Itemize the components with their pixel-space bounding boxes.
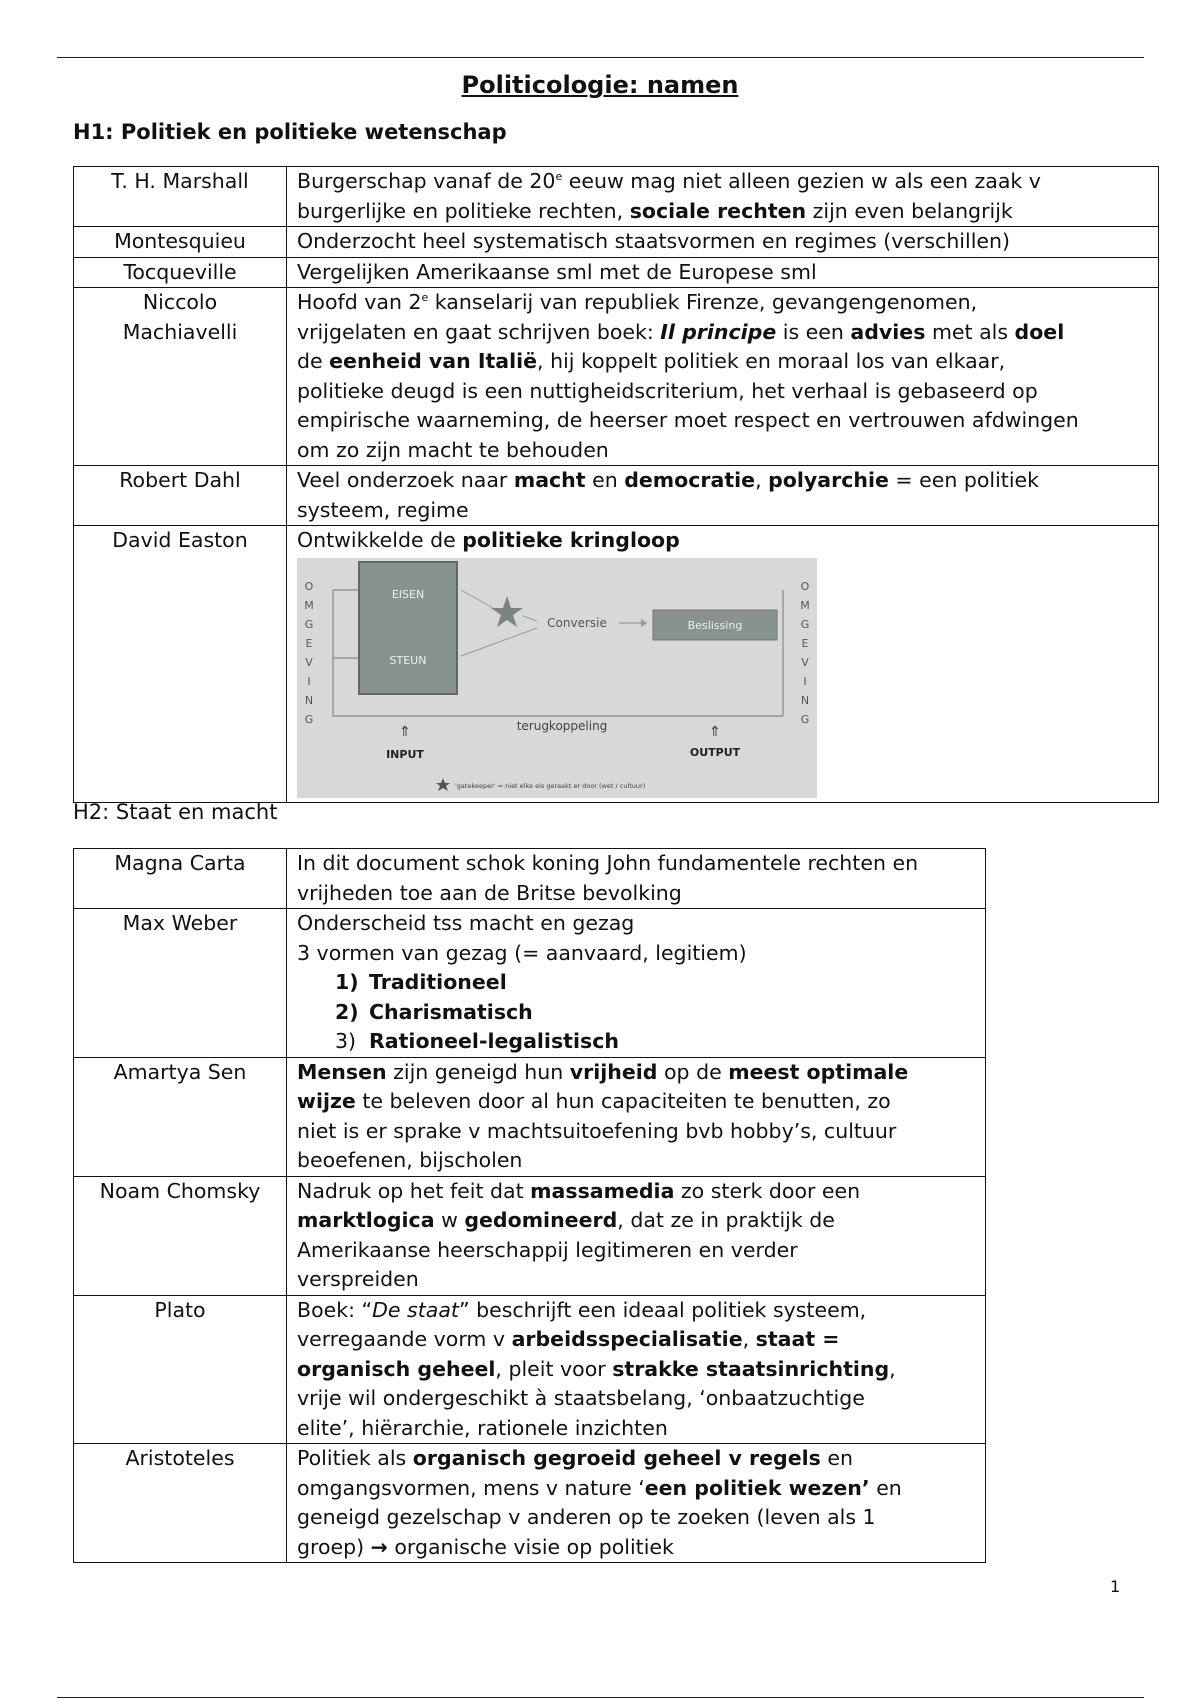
name-cell: Magna Carta xyxy=(74,849,287,909)
list-item: 1) Traditioneel xyxy=(335,970,507,994)
description-cell: Veel onderzoek naar macht en democratie, polyarchie = een politiek systeem, regime xyxy=(287,466,1159,526)
page-title: Politicologie: namen xyxy=(461,71,739,99)
top-rule xyxy=(57,57,1144,58)
omgeving-letter: G xyxy=(304,617,314,631)
omgeving-letter: G xyxy=(800,712,810,726)
name-cell: Montesquieu xyxy=(74,227,287,258)
output-up-arrow-icon: ⇑ xyxy=(709,723,721,740)
omgeving-letter: E xyxy=(305,636,313,650)
input-box xyxy=(359,562,457,694)
table-row xyxy=(74,1176,986,1295)
section-heading-h2: H2: Staat en macht xyxy=(73,800,278,824)
diagram-footnote: 'gatekeeper' = niet elke eis geraakt er door (wet / cultuur) xyxy=(455,781,646,790)
section-heading-h1: H1: Politiek en politieke wetenschap xyxy=(73,120,507,144)
input-up-arrow-icon: ⇑ xyxy=(399,723,411,740)
description-cell: Burgerschap vanaf de 20e eeuw mag niet alleen gezien w als een zaak v burgerlijke en politieke rechten, sociale rechten zijn even belangrijk xyxy=(287,167,1159,227)
conversie-label: Conversie xyxy=(547,615,607,630)
table-row xyxy=(74,849,986,909)
name-cell: Aristoteles xyxy=(74,1444,287,1563)
omgeving-letter: N xyxy=(800,693,810,707)
name-cell: Amartya Sen xyxy=(74,1057,287,1176)
description-cell: Vergelijken Amerikaanse sml met de Europese sml xyxy=(287,257,1159,288)
table-row xyxy=(74,1444,986,1563)
page-number: 1 xyxy=(1110,1577,1121,1596)
eisen-label: EISEN xyxy=(391,587,425,601)
terugkoppeling-label: terugkoppeling xyxy=(516,718,608,733)
omgeving-letter: E xyxy=(801,636,809,650)
description-cell: Hoofd van 2e kanselarij van republiek Firenze, gevangengenomen, vrijgelaten en gaat schrijven boek: Il principe is een advies met als doel de eenheid van Italië, hij koppelt politiek en moraal los van elkaar, politieke deugd is een nuttigheidscriterium, het verhaal is gebaseerd op empirische waarneming, de heerser moet respect en vertrouwen afdwingen om zo zijn macht te behouden xyxy=(287,288,1159,466)
omgeving-letter: I xyxy=(803,674,807,688)
omgeving-letter: G xyxy=(304,712,314,726)
name-cell: David Easton xyxy=(74,526,287,803)
table-row xyxy=(74,227,1159,258)
arrow-right-icon: → xyxy=(370,1534,388,1559)
omgeving-letter: N xyxy=(304,693,314,707)
list-item: 3) Rationeel-legalistisch xyxy=(335,1029,619,1053)
table-h1 xyxy=(73,166,1159,803)
description-cell: Onderscheid tss macht en gezag 3 vormen van gezag (= aanvaard, legitiem) 1) Traditioneel 2) Charismatisch 3) Rationeel-legalistisch xyxy=(287,909,986,1058)
table-row xyxy=(74,167,1159,227)
list-item: 2) Charismatisch xyxy=(335,999,533,1024)
name-cell: Tocqueville xyxy=(74,257,287,288)
table-row xyxy=(74,526,1159,803)
name-cell: Niccolo Machiavelli xyxy=(74,288,287,466)
description-cell: Politiek als organisch gegroeid geheel v regels en omgangsvormen, mens v nature ‘een politiek wezen’ en geneigd gezelschap v anderen op te zoeken (leven als 1 groep) → organische visie op politiek xyxy=(287,1444,986,1563)
political-cycle-diagram xyxy=(297,558,817,798)
description-cell: In dit document schok koning John fundamentele rechten en vrijheden toe aan de Britse bevolking xyxy=(287,849,986,909)
omgeving-letter: V xyxy=(801,655,809,669)
omgeving-letter: I xyxy=(307,674,311,688)
omgeving-letter: V xyxy=(305,655,313,669)
name-cell: Noam Chomsky xyxy=(74,1176,287,1295)
input-label: INPUT xyxy=(386,747,424,761)
name-cell: T. H. Marshall xyxy=(74,167,287,227)
bottom-rule xyxy=(57,1697,1144,1698)
description-cell: Onderzocht heel systematisch staatsvormen en regimes (verschillen) xyxy=(287,227,1159,258)
omgeving-letter: G xyxy=(800,617,810,631)
omgeving-letter: O xyxy=(304,579,314,593)
description-cell: Mensen zijn geneigd hun vrijheid op de meest optimale wijze te beleven door al hun capaciteiten te benutten, zo niet is er sprake v machtsuitoefening bvb hobby’s, cultuur beoefenen, bijscholen xyxy=(287,1057,986,1176)
description-cell: Nadruk op het feit dat massamedia zo sterk door een marktlogica w gedomineerd, dat ze in praktijk de Amerikaanse heerschappij legitimeren en verder verspreiden xyxy=(287,1176,986,1295)
beslissing-label: Beslissing xyxy=(687,618,743,632)
table-row xyxy=(74,257,1159,288)
table-row xyxy=(74,909,986,1058)
output-label: OUTPUT xyxy=(689,745,741,759)
omgeving-letter: M xyxy=(800,598,810,612)
table-row xyxy=(74,1057,986,1176)
steun-label: STEUN xyxy=(389,653,427,667)
omgeving-letter: M xyxy=(304,598,314,612)
name-cell: Robert Dahl xyxy=(74,466,287,526)
table-row xyxy=(74,466,1159,526)
name-cell: Max Weber xyxy=(74,909,287,1058)
table-h2 xyxy=(73,848,986,1563)
description-cell: Boek: “De staat” beschrijft een ideaal politiek systeem, verregaande vorm v arbeidsspecialisatie, staat = organisch geheel, pleit voor strakke staatsinrichting, vrije wil ondergeschikt à staatsbelang, ‘onbaatzuchtige elite’, hiërarchie, rationele inzichten xyxy=(287,1295,986,1444)
description-cell: Ontwikkelde de politieke kringloop O M G E V I N G O M G E V I N G EISEN STEUN Conversie Beslissing ⇑ ⇑ terugkoppeling INPUT OUTPUT 'gatekeeper' = niet elke eis geraakt er door (wet / cultuur) xyxy=(287,526,1159,803)
table-row xyxy=(74,1295,986,1444)
omgeving-letter: O xyxy=(800,579,810,593)
table-row xyxy=(74,288,1159,466)
name-cell: Plato xyxy=(74,1295,287,1444)
